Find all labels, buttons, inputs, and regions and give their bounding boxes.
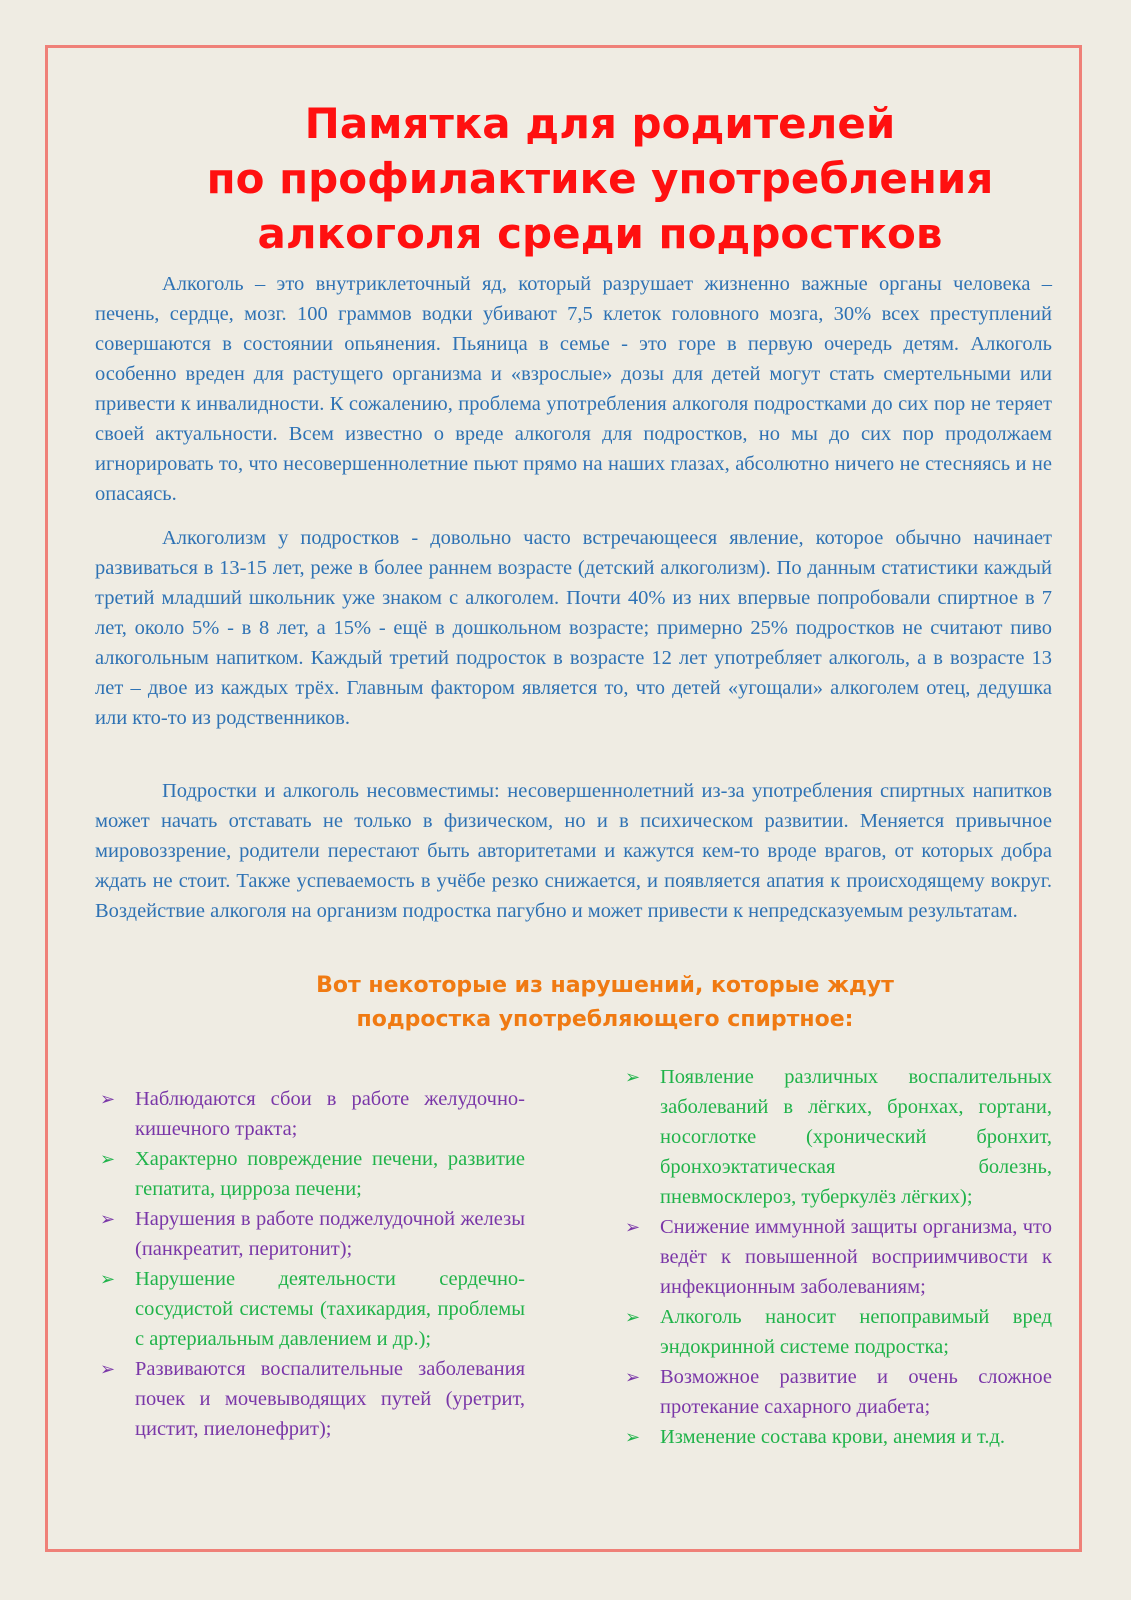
subtitle-line-1: Вот некоторые из нарушений, которые ждут: [316, 973, 894, 998]
list-item: [625, 1062, 1052, 1212]
paragraph-teen-alcoholism-statistics: Алкоголизм у подростков - довольно часто встречающееся явление, которое обычно начинает развиваться в 13-15 лет, реже в более раннем возрасте (детский алкоголизм). По данным статистики каждый третий младший школьник уже знаком с алкоголем. Почти 40% из них впервые попробовали спиртное в 7 лет, около 5% - в 8 лет, а 15% - ещё в дошкольном возрасте; примерно 25% подростков не считают пиво алкогольным напитком. Каждый третий подросток в возрасте 12 лет употребляет алкоголь, а в возрасте 13 лет – двое из каждых трёх. Главным фактором является то, что детей «угощали» алкоголем отец, дедушка или кто-то из родственников.: [95, 527, 1052, 729]
section-subtitle: [200, 969, 1010, 1037]
disorders-list-right: [625, 1062, 1052, 1452]
list-item-text: Развиваются воспалительные заболевания почек и мочевыводящих путей (уретрит, цистит, пиелонефрит);: [135, 1358, 525, 1440]
paragraph-alcohol-definition: Алкоголь – это внутриклеточный яд, который разрушает жизненно важные органы человека – печень, сердце, мозг. 100 граммов водки убивают 7,5 клеток головного мозга, 30% всех преступлений совершаются в состоянии опьянения. Пьяница в семье - это горе в первую очередь детям. Алкоголь особенно вреден для растущего организма и «взрослые» дозы для детей могут стать смертельными или привести к инвалидности. К сожалению, проблема употребления алкоголя подростками до сих пор не теряет своей актуальности. Всем известно о вреде алкоголя для подростков, но мы до сих пор продолжаем игнорировать то, что несовершеннолетние пьют прямо на наших глазах, абсолютно ничего не стесняясь и не опасаясь.: [95, 273, 1052, 505]
list-item: [100, 1264, 525, 1354]
list-item-text: Нарушения в работе поджелудочной железы (панкреатит, перитонит);: [135, 1208, 525, 1260]
list-item-text: Нарушение деятельности сердечно-сосудистой системы (тахикардия, проблемы с артериальным давлением и др.);: [135, 1268, 525, 1350]
list-item-text: Алкоголь наносит непоправимый вред эндокринной системе подростка;: [660, 1306, 1052, 1358]
paragraph-teens-and-alcohol: Подростки и алкоголь несовместимы: несовершеннолетний из-за употребления спиртных напитков может начать отставать не только в физическом, но и в психическом развитии. Меняется привычное мировоззрение, родители перестают быть авторитетами и кажутся кем-то вроде врагов, от которых добра ждать не стоит. Также успеваемость в учёбе резко снижается, и появляется апатия к происходящему вокруг. Воздействие алкоголя на организм подростка пагубно и может привести к непредсказуемым результатам.: [95, 780, 1052, 922]
arrow-bullet-icon: ➢: [100, 1209, 116, 1229]
list-item-text: Наблюдаются сбои в работе желудочно-кишечного тракта;: [135, 1088, 525, 1140]
list-item-text: Снижение иммунной защиты организма, что ведёт к повышенной восприимчивости к инфекционным заболеваниям;: [660, 1216, 1052, 1298]
arrow-bullet-icon: ➢: [625, 1367, 641, 1387]
page-title: [150, 96, 1050, 261]
title-line-1: Памятка для родителей: [304, 99, 896, 148]
arrow-bullet-icon: ➢: [625, 1067, 641, 1087]
title-line-2: по профилактике употребления: [206, 154, 994, 203]
subtitle-line-2: подростка употребляющего спиртное:: [356, 1007, 854, 1032]
list-item: [625, 1362, 1052, 1422]
list-item: [100, 1084, 525, 1144]
disorders-list-left: [100, 1084, 525, 1444]
list-item-text: Изменение состава крови, анемия и т.д.: [660, 1426, 1006, 1448]
arrow-bullet-icon: ➢: [100, 1089, 116, 1109]
list-item: [100, 1204, 525, 1264]
list-item: [100, 1144, 525, 1204]
list-item-text: Характерно повреждение печени, развитие гепатита, цирроза печени;: [135, 1148, 525, 1200]
list-item: [625, 1302, 1052, 1362]
title-line-3: алкоголя среди подростков: [257, 209, 943, 258]
list-item: [100, 1354, 525, 1444]
list-item: [625, 1212, 1052, 1302]
list-item-text: Возможное развитие и очень сложное протекание сахарного диабета;: [660, 1366, 1052, 1418]
arrow-bullet-icon: ➢: [100, 1269, 116, 1289]
arrow-bullet-icon: ➢: [100, 1359, 116, 1379]
arrow-bullet-icon: ➢: [625, 1427, 641, 1447]
list-item: [625, 1422, 1052, 1452]
list-item-text: Появление различных воспалительных заболеваний в лёгких, бронхах, гортани, носоглотке (хронический бронхит, бронхоэктатическая болезнь, пневмосклероз, туберкулёз лёгких);: [660, 1066, 1052, 1208]
arrow-bullet-icon: ➢: [625, 1307, 641, 1327]
arrow-bullet-icon: ➢: [625, 1217, 641, 1237]
arrow-bullet-icon: ➢: [100, 1149, 116, 1169]
